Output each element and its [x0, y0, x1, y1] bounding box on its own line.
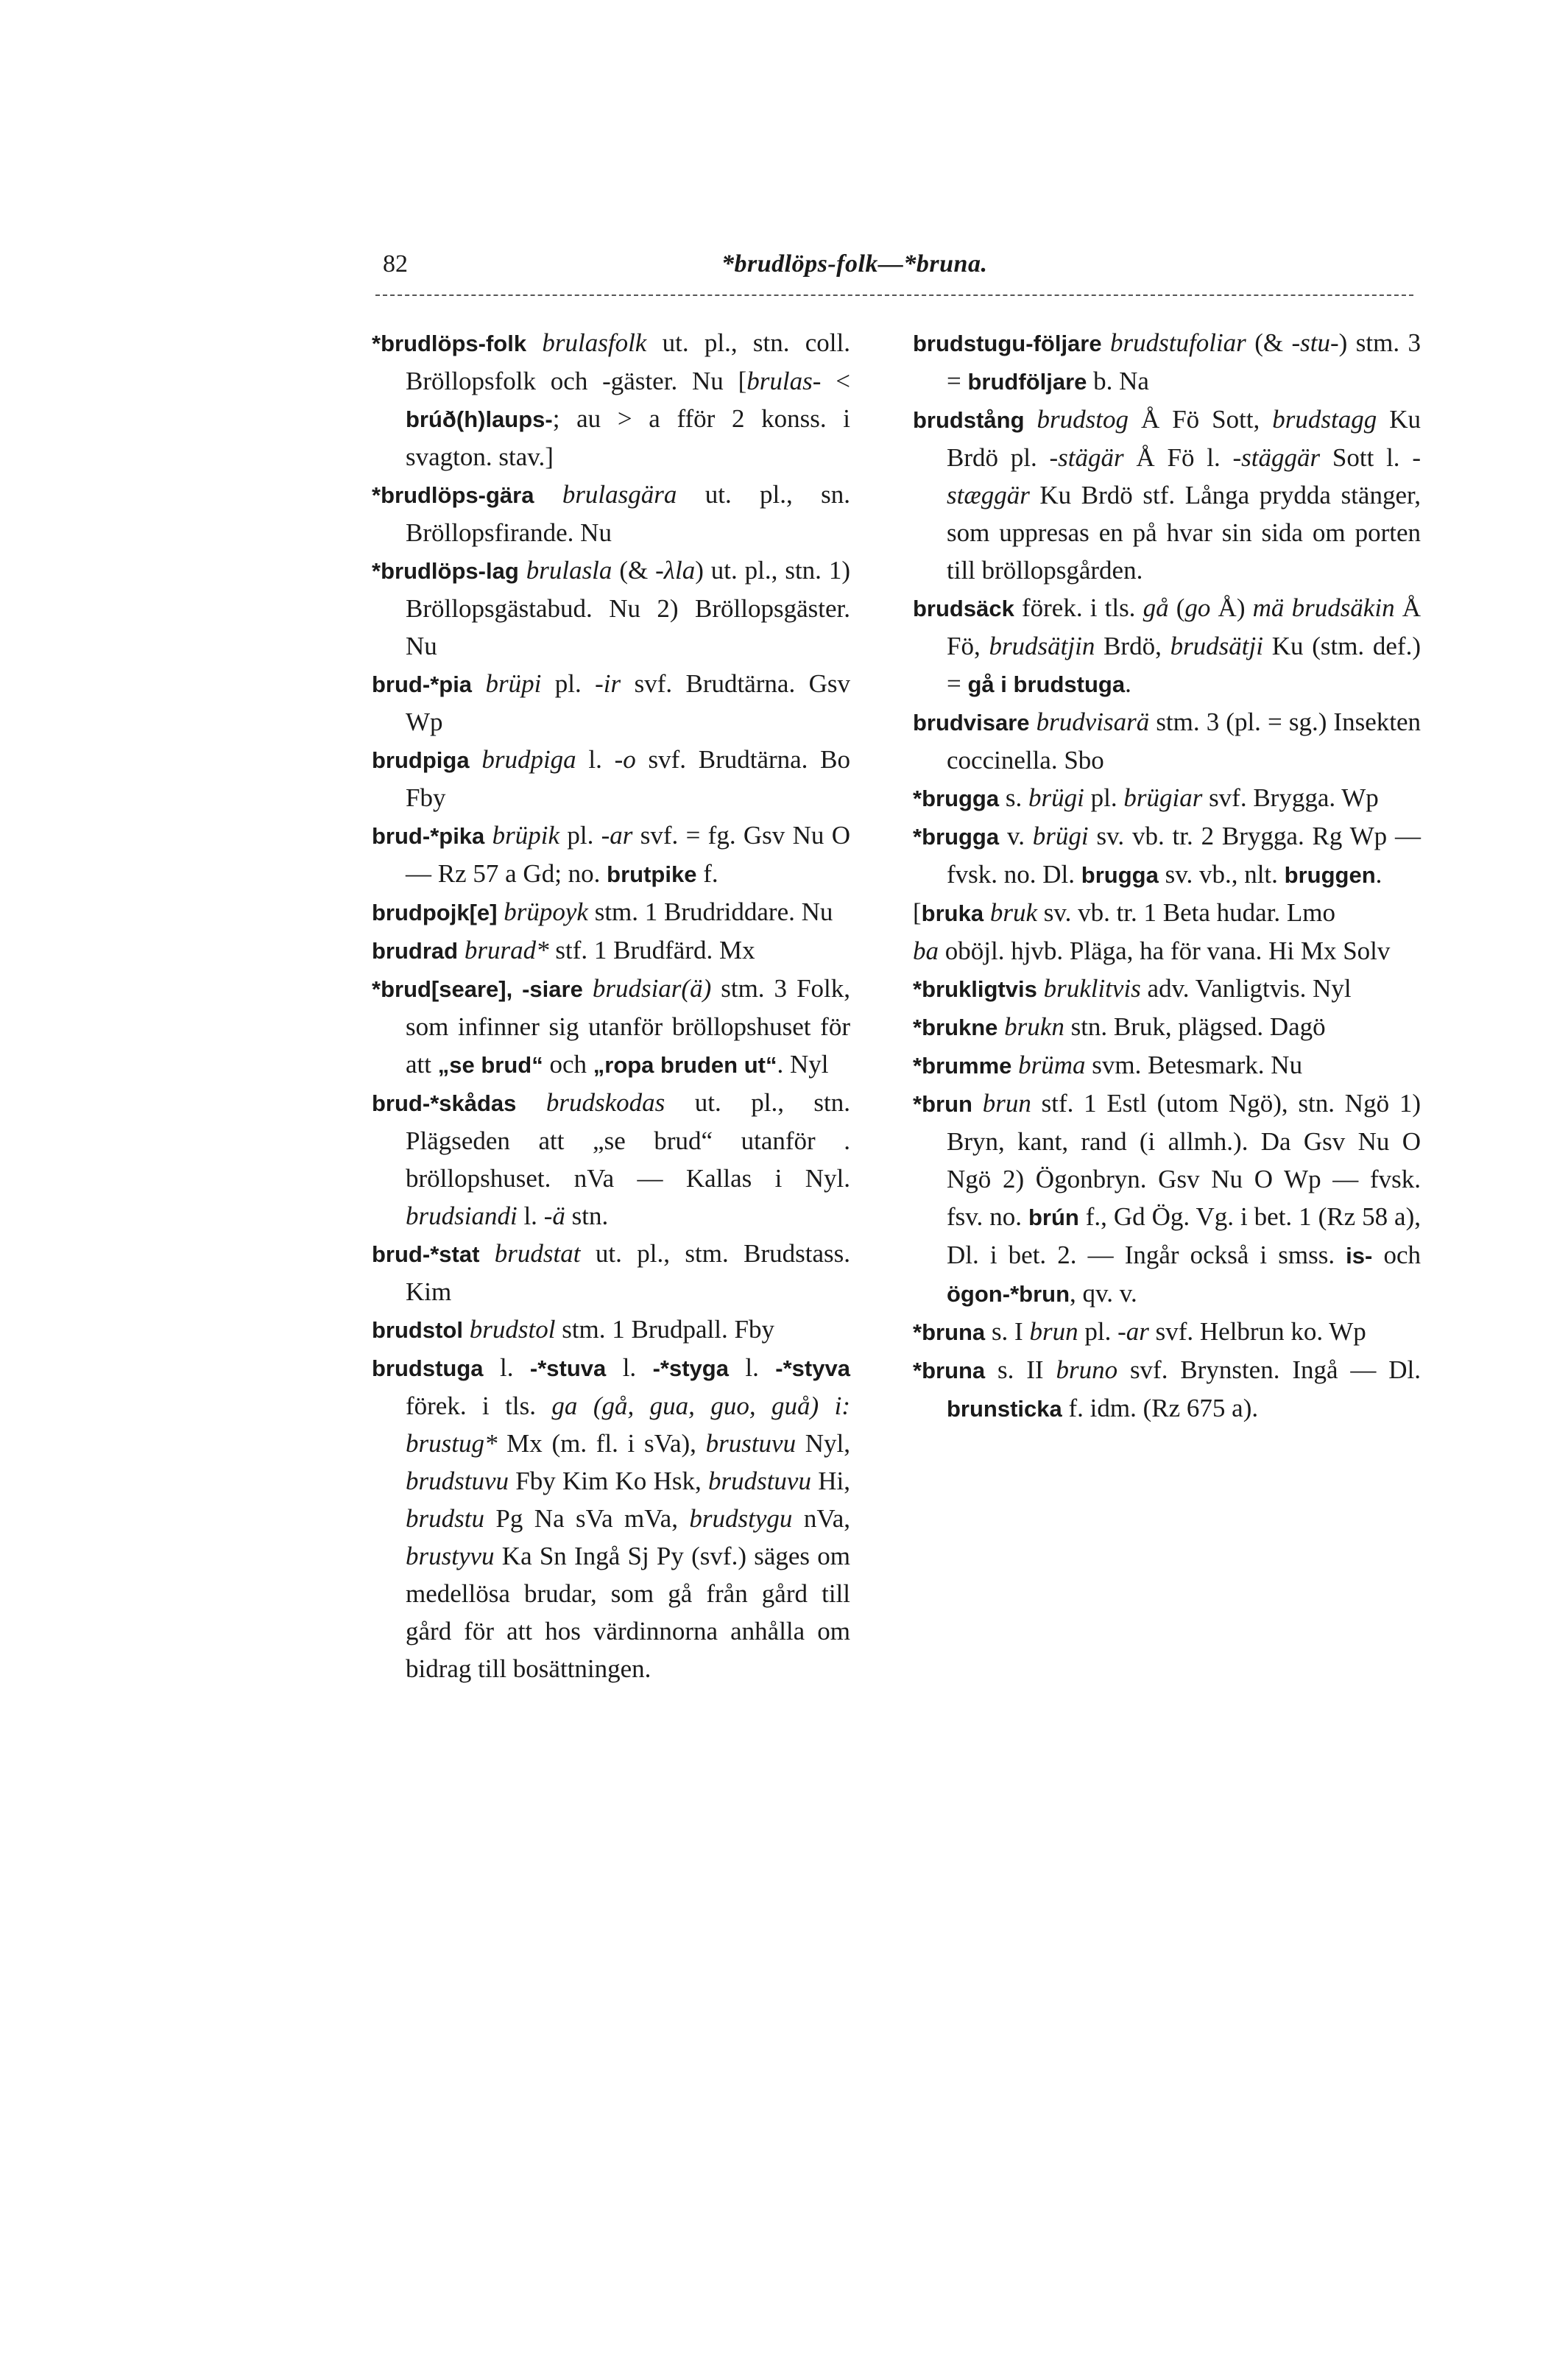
dictionary-entry: brudsäck förek. i tls. gå (go Å) mä brudsäkin Å Fö, brudsätjin Brdö, brudsätji Ku (stm. def.) = gå i brudstuga. [913, 593, 1422, 698]
dictionary-entry: *brun brun stf. 1 Estl (utom Ngö), stn. Ngö 1) Bryn, kant, rand (i allmh.). Da Gsv Nu O Ngö 2) Ögonbryn. Gsv Nu O Wp — fvsk. fsv. no. brún f., Gd Ög. Vg. i bet. 1 (Rz 58 a), Dl. i bet. 2. — Ingår också i smss. is- och ögon-*brun, qv. v. [913, 1089, 1422, 1308]
dictionary-entry: brudpiga brudpiga l. -o svf. Brudtärna. Bo Fby [372, 745, 850, 812]
dictionary-entry: *brud[seare], -siare brudsiar(ä) stm. 3 Folk, som infinner sig utanför bröllopshuset för att „se brud“ och „ropa bruden ut“. Nyl [372, 974, 851, 1079]
dictionary-entry: *brugga s. brügi pl. brügiar svf. Brygga. Wp [913, 783, 1379, 812]
dictionary-entry: brud-*pia brüpi pl. -ir svf. Brudtärna. Gsv Wp [372, 669, 851, 736]
dictionary-entry: brudrad brurad* stf. 1 Brudfärd. Mx [372, 936, 755, 964]
dictionary-entry: brud-*stat brudstat ut. pl., stm. Brudstass. Kim [372, 1239, 851, 1306]
dictionary-entry: brud-*pika brüpik pl. -ar svf. = fg. Gsv Nu O — Rz 57 a Gd; no. brutpike f. [372, 821, 850, 888]
running-title: *brudlöps-folk—*bruna. [721, 250, 988, 278]
header-rule [375, 294, 1413, 296]
dictionary-entry: *brudlöps-folk brulasfolk ut. pl., stn. coll. Bröllopsfolk och -gäster. Nu [brulas- < brúð(h)laups-; au > a fför 2 konss. i svagton. stav.] [372, 328, 850, 471]
right-column [913, 324, 1421, 1428]
dictionary-entry: brudvisare brudvisarä stm. 3 (pl. = sg.) Insekten coccinella. Sbo [913, 708, 1421, 775]
dictionary-entry: brud-*skådas brudskodas ut. pl., stn. Plägseden att „se brud“ utanför . bröllopshuset. nVa — Kallas i Nyl. brudsiandi l. -ä stn. [372, 1088, 851, 1230]
dictionary-entry: *brukne brukn stn. Bruk, plägsed. Dagö [913, 1012, 1326, 1041]
dictionary-entry: *brugga v. brügi sv. vb. tr. 2 Brygga. Rg Wp — fvsk. no. Dl. brugga sv. vb., nlt. bruggen. [913, 822, 1421, 889]
dictionary-entry: *bruna s. I brun pl. -ar svf. Helbrun ko. Wp [913, 1317, 1366, 1346]
dictionary-entry: [bruka bruk sv. vb. tr. 1 Beta hudar. Lmo [913, 898, 1336, 927]
dictionary-entry: ba oböjl. hjvb. Pläga, ha för vana. Hi Mx Solv [913, 936, 1391, 965]
dictionary-entry: brudstol brudstol stm. 1 Brudpall. Fby [372, 1315, 774, 1344]
dictionary-entry: brudstuga l. -*stuva l. -*styga l. -*styva förek. i tls. ga (gå, gua, guo, guå) i: brustug* Mx (m. fl. i sVa), brustuvu Nyl, brudstuvu Fby Kim Ko Hsk, brudstuvu Hi, brudstu Pg Na sVa mVa, brudstygu nVa, brustyvu Ka Sn Ingå Sj Py (svf.) säges om medellösa brudar, som gå från gård till gård för att hos värdinnorna anhålla om bidrag till bosättningen. [372, 1353, 851, 1683]
dictionary-entry: brudstugu-följare brudstufoliar (& -stu-) stm. 3 = brudföljare b. Na [913, 328, 1421, 395]
dictionary-entry: brudstång brudstog Å Fö Sott, brudstagg Ku Brdö pl. -stägär Å Fö l. -stäggär Sott l. -stæggär Ku Brdö stf. Långa prydda stänger, som uppresas en på hvar sin sida om porten till bröllopsgården. [913, 405, 1421, 585]
dictionary-entry: *brudlöps-lag brulasla (& -λla) ut. pl., stn. 1) Bröllopsgästabud. Nu 2) Bröllopsgäster. Nu [372, 556, 851, 660]
page-number: 82 [383, 250, 408, 278]
left-column [372, 324, 850, 1687]
dictionary-entry: *bruna s. II bruno svf. Brynsten. Ingå — Dl. brunsticka f. idm. (Rz 675 a). [913, 1355, 1421, 1422]
dictionary-entry: *brumme brüma svm. Betesmark. Nu [913, 1051, 1303, 1079]
dictionary-entry: *brukligtvis bruklitvis adv. Vanligtvis. Nyl [913, 974, 1352, 1003]
dictionary-entry: *brudlöps-gära brulasgära ut. pl., sn. Bröllopsfirande. Nu [372, 480, 850, 547]
dictionary-entry: brudpojk[e] brüpoyk stm. 1 Brudriddare. Nu [372, 897, 833, 926]
